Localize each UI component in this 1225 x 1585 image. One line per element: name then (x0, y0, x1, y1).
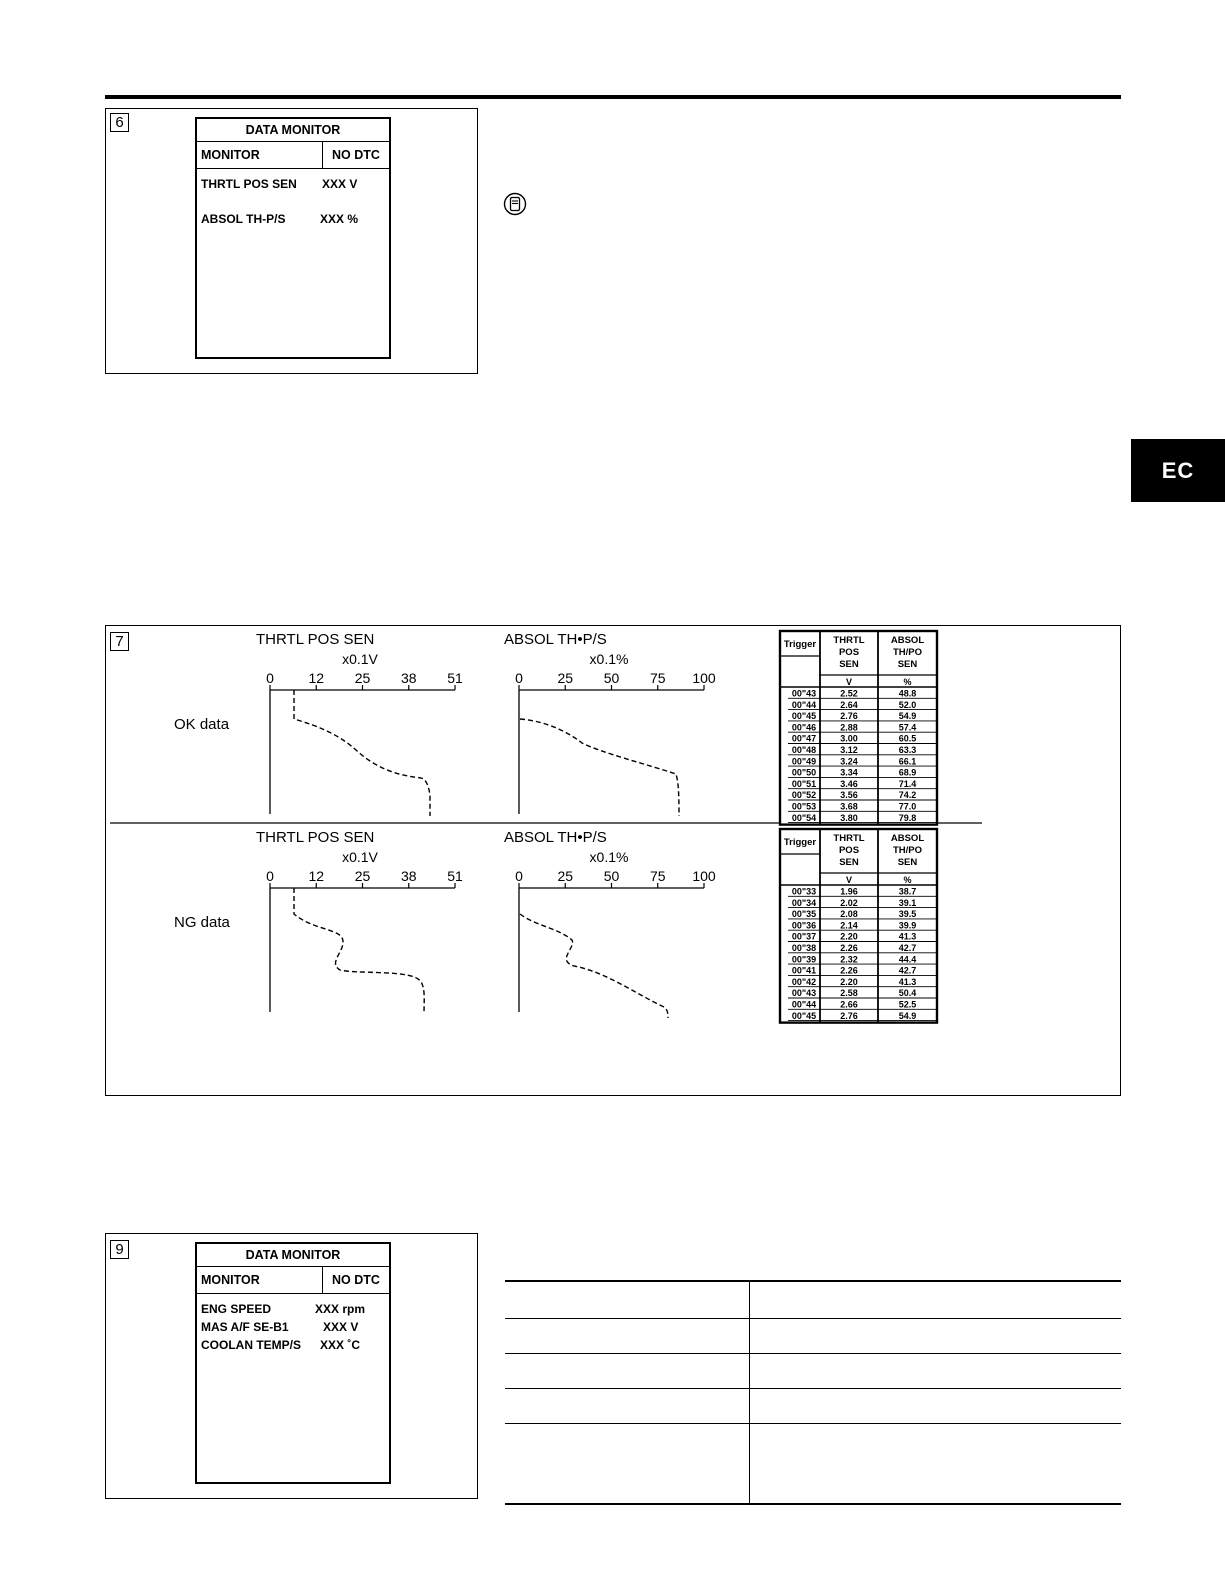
table-cell: 66.1 (898, 756, 917, 767)
table-cell: 3.56 (840, 790, 858, 801)
table-cell: 00"49 (791, 756, 817, 767)
monitor-item-value: XXX ˚C (320, 1338, 361, 1352)
table-cell: 3.80 (840, 812, 858, 823)
table-cell: 00"42 (791, 976, 817, 987)
chart-title: ABSOL TH•P/S (504, 631, 607, 648)
table-unit-text: V (845, 875, 853, 885)
scale-tick-label: 25 (354, 670, 371, 686)
table-top-rule (505, 1280, 1121, 1282)
waveform-trace (520, 719, 679, 816)
table-cell: 2.08 (840, 909, 858, 920)
monitor-label: MONITOR (201, 148, 260, 162)
scale-tick-label: 51 (447, 670, 463, 686)
table-cell: 68.9 (898, 767, 917, 778)
table-cell: 52.5 (898, 999, 917, 1010)
table-cell: 2.58 (840, 988, 858, 999)
scale-tick-label: 0 (515, 868, 523, 884)
table-cell: 39.9 (898, 920, 917, 931)
monitor-item-name: MAS A/F SE-B1 (201, 1320, 289, 1334)
chart-title: ABSOL TH•P/S (504, 829, 607, 846)
table-cell: 54.9 (898, 1010, 917, 1021)
table-cell: 63.3 (898, 745, 917, 755)
table-row-rule (505, 1353, 1121, 1354)
table-cell: 00"51 (791, 778, 817, 789)
table-cell: 39.1 (898, 897, 917, 908)
table-header-text: Trigger (783, 837, 817, 848)
figure-number: 6 (110, 113, 129, 132)
screen-header (197, 1267, 389, 1294)
scale-tick-label: 38 (400, 670, 417, 686)
figure-number: 7 (110, 632, 129, 651)
table-header-text: SEN (897, 659, 918, 670)
scale-tick-label: 25 (557, 868, 574, 884)
table-header-text: SEN (839, 857, 859, 868)
scale-tick-label: 25 (354, 868, 371, 884)
table-cell: 3.00 (840, 733, 858, 744)
table-cell: 00"53 (791, 801, 817, 812)
table-cell: 48.8 (898, 688, 917, 699)
no-dtc-label: NO DTC (322, 142, 389, 168)
table-cell: 00"46 (791, 722, 817, 733)
table-header-text: ABSOL (890, 635, 925, 646)
table-cell: 3.68 (840, 801, 858, 812)
table-header-text: SEN (839, 659, 859, 670)
table-row-rule (505, 1318, 1121, 1319)
chart-title: THRTL POS SEN (256, 829, 375, 846)
table-header-text: TH/PO (892, 647, 923, 658)
table-unit-text: % (903, 677, 912, 687)
table-cell: 00"38 (791, 943, 817, 953)
scale-tick-label: 12 (308, 670, 325, 686)
table-cell: 00"37 (791, 931, 817, 942)
scale-tick-label: 25 (557, 670, 574, 686)
consult-tester-icon (503, 192, 527, 216)
table-cell: 74.2 (898, 790, 917, 801)
table-cell: 3.12 (840, 745, 858, 755)
figure-7 (105, 625, 1121, 1096)
table-cell: 50.4 (898, 988, 917, 999)
table-cell: 00"39 (791, 954, 817, 965)
data-monitor-screen (195, 117, 391, 359)
row-label: OK data (174, 716, 230, 733)
table-header-text: THRTL (833, 635, 865, 646)
chart-unit: x0.1% (589, 651, 629, 667)
table-cell: 00"41 (791, 965, 817, 976)
table-cell: 2.66 (840, 999, 858, 1010)
table-cell: 00"47 (791, 733, 817, 744)
table-cell: 3.24 (840, 756, 858, 767)
screen-header (197, 142, 389, 169)
waveform-trace (520, 914, 668, 1018)
table-cell: 60.5 (898, 733, 917, 744)
table-cell: 00"45 (791, 1010, 817, 1021)
screen-title: DATA MONITOR (197, 1244, 389, 1267)
table-cell: 2.20 (840, 976, 858, 987)
table-cell: 44.4 (898, 954, 917, 965)
table-cell: 2.76 (840, 1010, 858, 1021)
table-cell: 2.88 (840, 722, 858, 733)
table-cell: 1.96 (840, 886, 858, 897)
table-cell: 00"34 (791, 897, 817, 908)
table-row-rule (505, 1423, 1121, 1424)
scale-tick-label: 0 (266, 868, 274, 884)
monitor-item-value: XXX V (322, 177, 358, 191)
chart-unit: x0.1V (342, 651, 378, 667)
monitor-item-name: COOLAN TEMP/S (201, 1338, 302, 1352)
monitor-label: MONITOR (201, 1273, 260, 1287)
figure-9 (105, 1233, 478, 1499)
figure-number: 9 (110, 1240, 129, 1259)
table-cell: 54.9 (898, 711, 917, 722)
monitor-item-value: XXX % (320, 212, 359, 226)
table-bottom-rule (505, 1503, 1121, 1505)
table-header-text: ABSOL (890, 833, 925, 844)
scale-tick-label: 100 (692, 670, 716, 686)
table-cell: 2.32 (840, 954, 858, 965)
scale-tick-label: 50 (603, 868, 620, 884)
waveform-trace (294, 690, 430, 816)
table-unit-text: V (845, 677, 853, 687)
table-cell: 00"52 (791, 790, 817, 801)
table-cell: 00"44 (791, 999, 817, 1010)
table-cell: 2.20 (840, 931, 858, 942)
table-cell: 38.7 (898, 886, 917, 897)
table-cell: 2.52 (840, 688, 858, 699)
table-cell: 41.3 (898, 976, 917, 987)
data-monitor-screen (195, 1242, 391, 1484)
table-column-divider (749, 1281, 750, 1503)
table-cell: 2.14 (840, 920, 858, 931)
chart-title: THRTL POS SEN (256, 631, 375, 648)
figure-6 (105, 108, 478, 374)
scale-tick-label: 12 (308, 868, 325, 884)
table-cell: 41.3 (898, 931, 917, 942)
table-cell: 3.46 (840, 778, 858, 789)
table-cell: 71.4 (898, 778, 917, 789)
table-header-text: THRTL (833, 833, 865, 844)
header-rule (105, 95, 1121, 99)
monitor-item-name: THRTL POS SEN (201, 177, 297, 191)
monitor-item-value: XXX rpm (315, 1302, 366, 1316)
table-cell: 00"50 (791, 767, 817, 778)
scale-tick-label: 75 (649, 868, 666, 884)
table-cell: 2.64 (840, 699, 858, 710)
table-cell: 79.8 (898, 812, 917, 823)
table-cell: 52.0 (898, 699, 917, 710)
waveform-trace (294, 888, 424, 1014)
monitor-item-name: ABSOL TH-P/S (201, 212, 286, 226)
table-cell: 00"44 (791, 699, 817, 710)
scale-tick-label: 0 (266, 670, 274, 686)
monitor-item-name: ENG SPEED (201, 1302, 272, 1316)
table-cell: 57.4 (898, 722, 917, 733)
scale-tick-label: 50 (603, 670, 620, 686)
table-cell: 00"45 (791, 711, 817, 722)
table-cell: 00"33 (791, 886, 817, 897)
no-dtc-label: NO DTC (322, 1267, 389, 1293)
table-cell: 3.34 (840, 767, 858, 778)
section-tab-ec[interactable]: EC (1131, 439, 1225, 502)
scale-tick-label: 100 (692, 868, 716, 884)
chart-unit: x0.1% (589, 849, 629, 865)
table-header-text: SEN (897, 857, 918, 868)
monitor-item-value: XXX V (323, 1320, 359, 1334)
table-cell: 42.7 (898, 965, 917, 976)
table-cell: 00"54 (791, 812, 817, 823)
table-cell: 00"43 (791, 688, 817, 699)
scale-tick-label: 0 (515, 670, 523, 686)
table-header-text: Trigger (783, 639, 817, 650)
table-unit-text: % (903, 875, 912, 885)
table-header-text: TH/PO (892, 845, 923, 856)
scale-tick-label: 75 (649, 670, 666, 686)
table-cell: 77.0 (898, 801, 917, 812)
table-cell: 2.26 (840, 943, 858, 953)
table-cell: 00"48 (791, 745, 817, 755)
table-cell: 2.26 (840, 965, 858, 976)
table-cell: 39.5 (898, 909, 917, 920)
waveform-figure (106, 626, 1119, 1094)
table-header-text: POS (838, 647, 860, 658)
table-cell: 2.76 (840, 711, 858, 722)
chart-unit: x0.1V (342, 849, 378, 865)
table-cell: 00"35 (791, 909, 817, 920)
scale-tick-label: 38 (400, 868, 417, 884)
table-cell: 00"43 (791, 988, 817, 999)
table-cell: 00"36 (791, 920, 817, 931)
table-cell: 42.7 (898, 943, 917, 953)
table-cell: 2.02 (840, 897, 858, 908)
table-header-text: POS (838, 845, 860, 856)
row-label: NG data (174, 914, 230, 931)
screen-title: DATA MONITOR (197, 119, 389, 142)
scale-tick-label: 51 (447, 868, 463, 884)
table-row-rule (505, 1388, 1121, 1389)
